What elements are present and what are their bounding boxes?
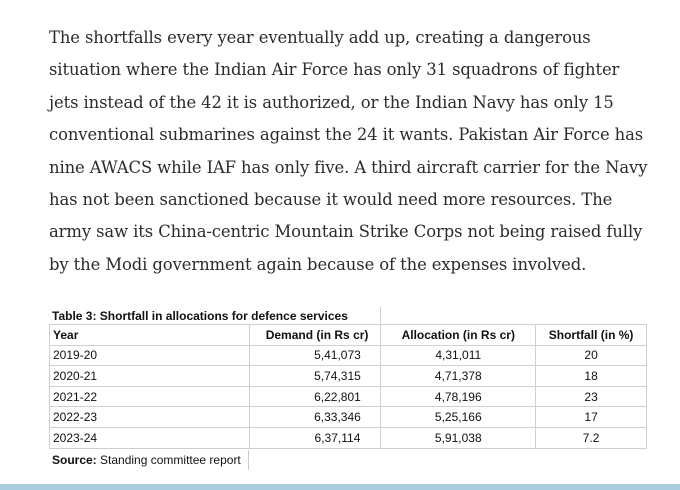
cell-demand: 5,74,315 <box>249 366 381 387</box>
header-shortfall: Shortfall (in %) <box>536 325 647 346</box>
article-line: has not been sanctioned because it would need more resources. The <box>49 190 613 210</box>
article-line: army saw its China-centric Mountain Strike Corps not being raised fully <box>49 222 643 242</box>
cell-allocation: 4,31,011 <box>381 345 536 366</box>
source-text: Standing committee report <box>100 453 241 467</box>
table-title: Table 3: Shortfall in allocations for defence services <box>49 307 381 325</box>
table-row <box>50 345 647 366</box>
table-row <box>50 427 647 448</box>
shortfall-table <box>49 324 647 449</box>
cell-year: 2019-20 <box>50 345 250 366</box>
cell-allocation: 4,78,196 <box>381 386 536 407</box>
cell-year: 2022-23 <box>50 407 250 428</box>
source-label: Source: <box>52 453 97 467</box>
cell-year: 2021-22 <box>50 386 250 407</box>
cell-shortfall: 20 <box>536 345 647 366</box>
table-source <box>49 450 249 470</box>
cell-allocation: 5,25,166 <box>381 407 536 428</box>
cell-shortfall: 18 <box>536 366 647 387</box>
cell-year: 2020-21 <box>50 366 250 387</box>
article-line: situation where the Indian Air Force has only 31 squadrons of fighter <box>49 60 620 80</box>
header-allocation: Allocation (in Rs cr) <box>381 325 536 346</box>
article-paragraph <box>49 22 669 281</box>
cell-shortfall: 17 <box>536 407 647 428</box>
article-line: conventional submarines against the 24 it wants. Pakistan Air Force has <box>49 125 644 145</box>
header-demand: Demand (in Rs cr) <box>249 325 381 346</box>
table-row <box>50 407 647 428</box>
table-row <box>50 366 647 387</box>
table-header-row <box>50 325 647 346</box>
article-line: nine AWACS while IAF has only five. A third aircraft carrier for the Navy <box>49 157 648 177</box>
article-line: The shortfalls every year eventually add up, creating a dangerous <box>49 28 591 47</box>
table-row <box>50 386 647 407</box>
cell-demand: 6,37,114 <box>249 427 381 448</box>
cell-year: 2023-24 <box>50 427 250 448</box>
cell-demand: 6,33,346 <box>249 407 381 428</box>
cell-demand: 5,41,073 <box>249 345 381 366</box>
cell-allocation: 4,71,378 <box>381 366 536 387</box>
article-line: jets instead of the 42 it is authorized, or the Indian Navy has only 15 <box>49 92 614 112</box>
header-year: Year <box>50 325 250 346</box>
cell-allocation: 5,91,038 <box>381 427 536 448</box>
cell-shortfall: 7.2 <box>536 427 647 448</box>
shortfall-table-image <box>49 307 649 467</box>
bottom-accent-bar <box>0 484 680 490</box>
cell-shortfall: 23 <box>536 386 647 407</box>
article-line: by the Modi government again because of the expenses involved. <box>49 254 587 274</box>
cell-demand: 6,22,801 <box>249 386 381 407</box>
